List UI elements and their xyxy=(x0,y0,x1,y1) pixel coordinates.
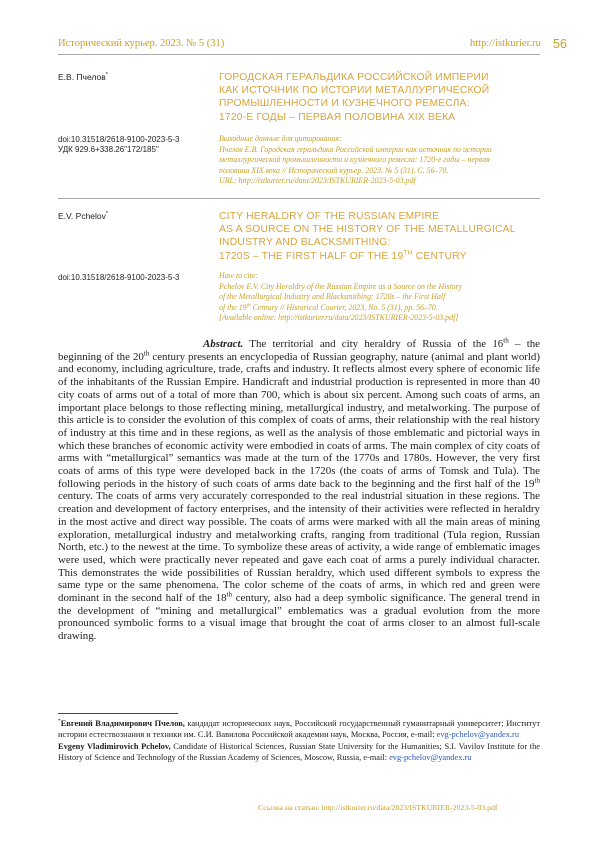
section-divider xyxy=(58,198,540,199)
journal-header: Исторический курьер. 2023. № 5 (31) xyxy=(58,38,225,49)
author-footnote xyxy=(58,718,540,763)
ru-udc: УДК 929.6+338.26"172/185" xyxy=(58,145,159,154)
en-citation-line: Pchelov E.V. City Heraldry of the Russian Empire as a Source on the History xyxy=(219,281,463,291)
journal-url-link[interactable]: http://istkurier.ru xyxy=(470,38,541,49)
footnote-mark: * xyxy=(58,718,61,725)
abstract-text: – the beginning of the 20 xyxy=(58,338,540,363)
abstract-label: Abstract. xyxy=(203,338,244,350)
ru-citation-url[interactable]: URL: http://istkurier.ru/data/2023/ISTKURIER-2023-5-03.pdf xyxy=(219,176,416,185)
en-author-footnote-mark: * xyxy=(105,211,109,218)
ru-citation-line: Пчелов Е.В. Городская геральдика Российской империи как источник по истории xyxy=(219,144,492,154)
en-doi: doi:10.31518/2618-9100-2023-5-3 xyxy=(58,273,180,282)
ru-author xyxy=(58,72,108,82)
ru-citation xyxy=(219,134,492,187)
en-citation-sup: th xyxy=(246,301,251,308)
ru-title-line: КАК ИСТОЧНИК ПО ИСТОРИИ МЕТАЛЛУРГИЧЕСКОЙ xyxy=(219,85,490,97)
ru-citation-line: половина XIX века // Исторический курьер. 2023. № 5 (31). С. 56–70. xyxy=(219,165,449,175)
ru-author-footnote-mark: * xyxy=(105,72,108,79)
ru-title-line: ГОРОДСКАЯ ГЕРАЛЬДИКА РОССИЙСКОЙ ИМПЕРИИ xyxy=(219,72,489,83)
en-title-line: CITY HERALDRY OF THE RUSSIAN EMPIRE xyxy=(219,211,440,222)
en-citation-line xyxy=(219,303,462,314)
ru-doi: doi:10.31518/2618-9100-2023-5-3 xyxy=(58,135,180,144)
ru-citation-line: металлургической промышленности и кузнечного ремесла: 1720-е годы – первая xyxy=(219,155,490,164)
footnote-ru-text: кандидат исторических наук, Российский государственный гуманитарный университет; Институт истории естествознания и техники им. С.И. Вавилова Российской академии наук, Москва, Россия, e-mail: xyxy=(58,719,540,740)
abstract-text: The territorial and city heraldry of Russia of the 16 xyxy=(243,338,504,350)
ru-title xyxy=(219,71,489,124)
en-title-line: AS A SOURCE ON THE HISTORY OF THE METALLURGICAL xyxy=(219,224,516,236)
en-title-line xyxy=(219,250,516,263)
en-title xyxy=(219,210,516,263)
article-link[interactable]: Ссылка на статью: http://istkurier.ru/data/2023/ISTKURIER-2023-5-03.pdf xyxy=(258,803,498,812)
en-title-sup: TH xyxy=(403,249,413,257)
abstract-sup: th xyxy=(143,349,150,358)
footnote-divider xyxy=(58,713,178,714)
footnote-ru-name: Евгений Владимирович Пчелов, xyxy=(60,719,185,728)
en-citation-text: of the 19 xyxy=(219,302,247,312)
en-title-text: CENTURY xyxy=(412,250,467,262)
en-title-line: INDUSTRY AND BLACKSMITHING: xyxy=(219,237,391,249)
footnote-ru-email-link[interactable]: evg-pchelov@yandex.ru xyxy=(436,730,520,740)
ru-title-line: ПРОМЫШЛЕННОСТИ И КУЗНЕЧНОГО РЕМЕСЛА: xyxy=(219,98,470,110)
abstract-sup: th xyxy=(226,590,233,599)
en-citation-text: Century // Historical Courier, 2023, No. 5 (31), pp. 56–70. xyxy=(250,302,438,312)
footnote-en xyxy=(58,741,540,764)
en-author-name: E.V. Pchelov xyxy=(58,211,106,221)
ru-citation-label: Выходные данные для цитирования: xyxy=(219,134,342,143)
en-citation-url[interactable]: [Available online: http://istkurier.ru/data/2023/ISTKURIER-2023-5-03.pdf] xyxy=(219,313,459,322)
ru-title-line: 1720-Е ГОДЫ – ПЕРВАЯ ПОЛОВИНА XIX ВЕКА xyxy=(219,111,456,123)
abstract-sup: th xyxy=(503,336,509,345)
footnote-en-email-link[interactable]: evg-pchelov@yandex.ru xyxy=(389,752,472,762)
footnote-en-text: Candidate of Historical Sciences, Russian State University for the Humanities; S.I. Vavilov Institute for the History of Science and Technology of the Russian Academy of Sciences, Moscow, Russia, e-mail: xyxy=(58,741,541,762)
en-citation xyxy=(219,271,462,324)
header-divider xyxy=(58,54,540,55)
ru-author-name: Е.В. Пчелов xyxy=(58,72,106,82)
en-citation-label: How to cite: xyxy=(219,271,259,280)
en-title-text: 1720S – THE FIRST HALF OF THE 19 xyxy=(219,250,404,262)
footnote-en-name: Evgeny Vladimirovich Pchelov, xyxy=(58,741,171,751)
footnote-ru xyxy=(58,718,540,741)
ru-identifiers xyxy=(58,135,179,155)
en-citation-line: of the Metallurgical Industry and Blacksmithing: 1720s – the First Half xyxy=(219,292,446,301)
abstract xyxy=(58,338,540,643)
abstract-text: century, also had a deep symbolic significance. The general trend in the development of “mining and metallurgical” emblematics was a gradual evolution from the more pronounced symbolic forms to a visual image that brought the coat of arms closer to an almost full-scale drawing. xyxy=(58,592,540,643)
abstract-text: century. The coats of arms very accurately corresponded to the real industrial situation in these regions. The creation and development of factory enterprises, and the intensity of their activities were reflected in heraldry in the most active and direct way possible. The coats of arms were marked with all the main areas of mining exploration, metallurgical industry and metalworking crafts, ranging from traditional (Tula region, Russian North, etc.) to the newest at the time. To symbolize these areas of activity, a wide range of emblematic images were used, which were practically never repeated and gave each coat of arms a purely individual character. This demonstrates the wide possibilities of Russian heraldry, which used different symbols to express the same type or the same phenomena. The color scheme of the coats of arms, in which red and green were dominant in the second half of the 18 xyxy=(58,490,540,605)
abstract-sup: th xyxy=(534,476,540,485)
en-author xyxy=(58,211,108,221)
abstract-text: century presents an encyclopedia of Russian geography, nature (animal and plant world) and economy, including agriculture, trade, crafts and industry. It reflects almost every sphere of economic life of the inhabitants of the Russian Empire. Handicraft and industrial production is represented in more than 40 city coats of arms out of a total of more than 700, which is about six percent. Among such coats of arms, an important place belongs to those reflecting mining, metallurgical industry, and metalworking. The purpose of this article is to consider the evolution of this complex of coats of arms, their relationship with the real history of industry at this time and in these regions, as well as the analysis of those emblematic and pictorial ways in which these branches of economic activity were embodied in coats of arms. The main complex of city coats of arms with “metallurgical” semantics was made at the turn of the 1770s and 1780s. However, the very first coats of arms of this type were developed back in the 1720s (the coats of arms of Tomsk and Tula). The following periods in the history of such coats of arms date back to the beginning and the first half of the 19 xyxy=(58,350,541,490)
page-number: 56 xyxy=(553,37,567,51)
